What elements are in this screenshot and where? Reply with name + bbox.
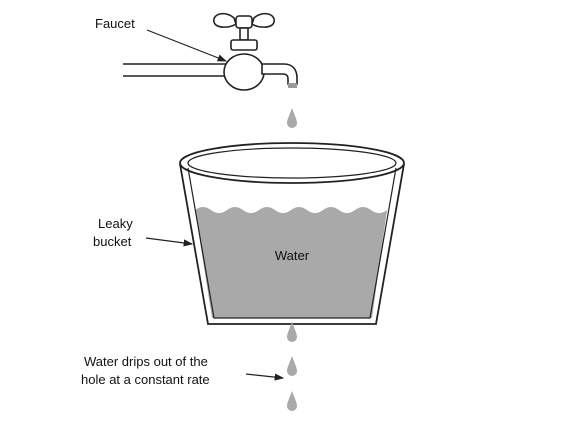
- faucet-pipe: [123, 64, 235, 76]
- faucet-outlet: [288, 83, 297, 88]
- faucet-label: Faucet: [95, 16, 135, 31]
- bucket-pointer-arrow: [146, 238, 192, 244]
- bucket-rim-inner: [188, 148, 396, 178]
- leak-drop: [287, 391, 297, 411]
- faucet-drop: [287, 108, 297, 128]
- drip-label-line2: hole at a constant rate: [81, 372, 210, 387]
- bucket-label-line1: Leaky: [98, 216, 133, 231]
- faucet-pointer-arrow: [147, 30, 226, 61]
- leak-drop: [287, 322, 297, 342]
- bucket-label-line2: bucket: [93, 234, 132, 249]
- drip-label-line1: Water drips out of the: [84, 354, 208, 369]
- leak-drops: [287, 322, 297, 411]
- bucket-rim: [180, 143, 404, 183]
- faucet-handle: [214, 14, 274, 50]
- faucet-spout: [262, 64, 297, 84]
- faucet-body: [224, 54, 264, 90]
- leak-drop: [287, 356, 297, 376]
- faucet: [123, 14, 297, 90]
- water-label: Water: [274, 248, 310, 263]
- leaky-bucket: [180, 143, 404, 324]
- drip-pointer-arrow: [246, 374, 283, 378]
